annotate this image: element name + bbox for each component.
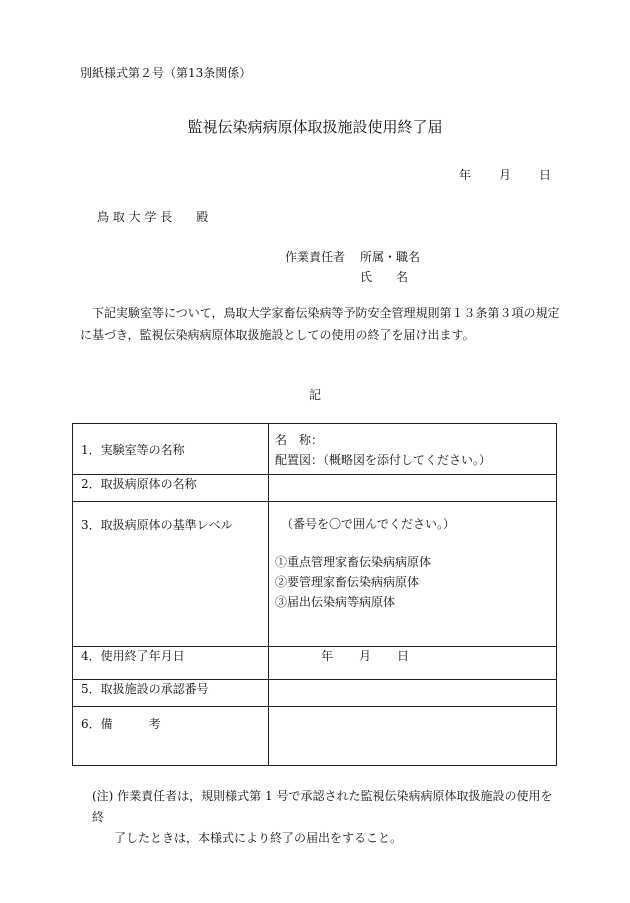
table-row bbox=[73, 424, 557, 475]
form-number: 別紙様式第２号（第13条関係） bbox=[80, 66, 252, 80]
applicant-role-label: 作業責任者 bbox=[285, 250, 346, 264]
date-day-label: 日 bbox=[539, 168, 552, 182]
level-option-1[interactable]: ①重点管理家畜伝染病病原体 bbox=[275, 555, 432, 569]
row-label: 2．取扱病原体の名称 bbox=[73, 475, 269, 502]
footnote-line-2: 了したときは，本様式により終了の届出をすること。 bbox=[114, 831, 403, 845]
row-label: 6．備 考 bbox=[73, 707, 269, 766]
addressee: 鳥 取 大 学 長 殿 bbox=[97, 210, 209, 224]
table-row bbox=[73, 475, 557, 502]
ki-heading: 記 bbox=[308, 388, 321, 402]
body-line-1: 下記実験室等について，鳥取大学家畜伝染病等予防安全管理規則第１３条第３項の規定 bbox=[92, 306, 560, 320]
row-label: 3．取扱病原体の基準レベル bbox=[73, 502, 269, 647]
table-row bbox=[73, 647, 557, 680]
document-title: 監視伝染病病原体取扱施設使用終了届 bbox=[187, 118, 443, 136]
end-date-cell[interactable] bbox=[269, 647, 557, 680]
end-date-day-label: 日 bbox=[397, 649, 410, 663]
lab-name-field-label: 名 称： bbox=[275, 433, 324, 447]
footnote-line-1: (注) 作業責任者は，規則様式第 1 号で承認された監視伝染病病原体取扱施設の使用を終 bbox=[92, 789, 553, 824]
end-date-month-label: 月 bbox=[359, 649, 372, 663]
name-label: 氏 名 bbox=[360, 270, 409, 284]
date-year-label: 年 bbox=[459, 168, 472, 182]
end-date-year-label: 年 bbox=[321, 649, 334, 663]
row-label: 1．実験室等の名称 bbox=[73, 424, 269, 475]
level-cell[interactable] bbox=[269, 502, 557, 647]
level-instruction: （番号を〇で囲んでください。） bbox=[281, 517, 456, 531]
affiliation-label: 所属・職名 bbox=[360, 250, 421, 264]
lab-name-cell[interactable] bbox=[269, 424, 557, 475]
row-label: 5．取扱施設の承認番号 bbox=[73, 680, 269, 707]
body-paragraph bbox=[80, 302, 560, 346]
layout-field-label: 配置図：（概略図を添付してください。） bbox=[275, 453, 492, 467]
table-row bbox=[73, 707, 557, 766]
notification-table bbox=[72, 423, 557, 766]
row-label: 4．使用終了年月日 bbox=[73, 647, 269, 680]
footnote bbox=[92, 786, 562, 849]
body-line-2: に基づき，監視伝染病病原体取扱施設としての使用の終了を届け出ます。 bbox=[80, 328, 475, 342]
level-option-2[interactable]: ②要管理家畜伝染病病原体 bbox=[275, 575, 420, 589]
table-row bbox=[73, 502, 557, 647]
level-option-3[interactable]: ③届出伝染病等病原体 bbox=[275, 595, 396, 609]
table-row bbox=[73, 680, 557, 707]
date-month-label: 月 bbox=[499, 168, 512, 182]
pathogen-name-cell[interactable] bbox=[269, 475, 557, 502]
submission-date bbox=[459, 166, 551, 183]
remarks-cell[interactable] bbox=[269, 707, 557, 766]
approval-number-cell[interactable] bbox=[269, 680, 557, 707]
